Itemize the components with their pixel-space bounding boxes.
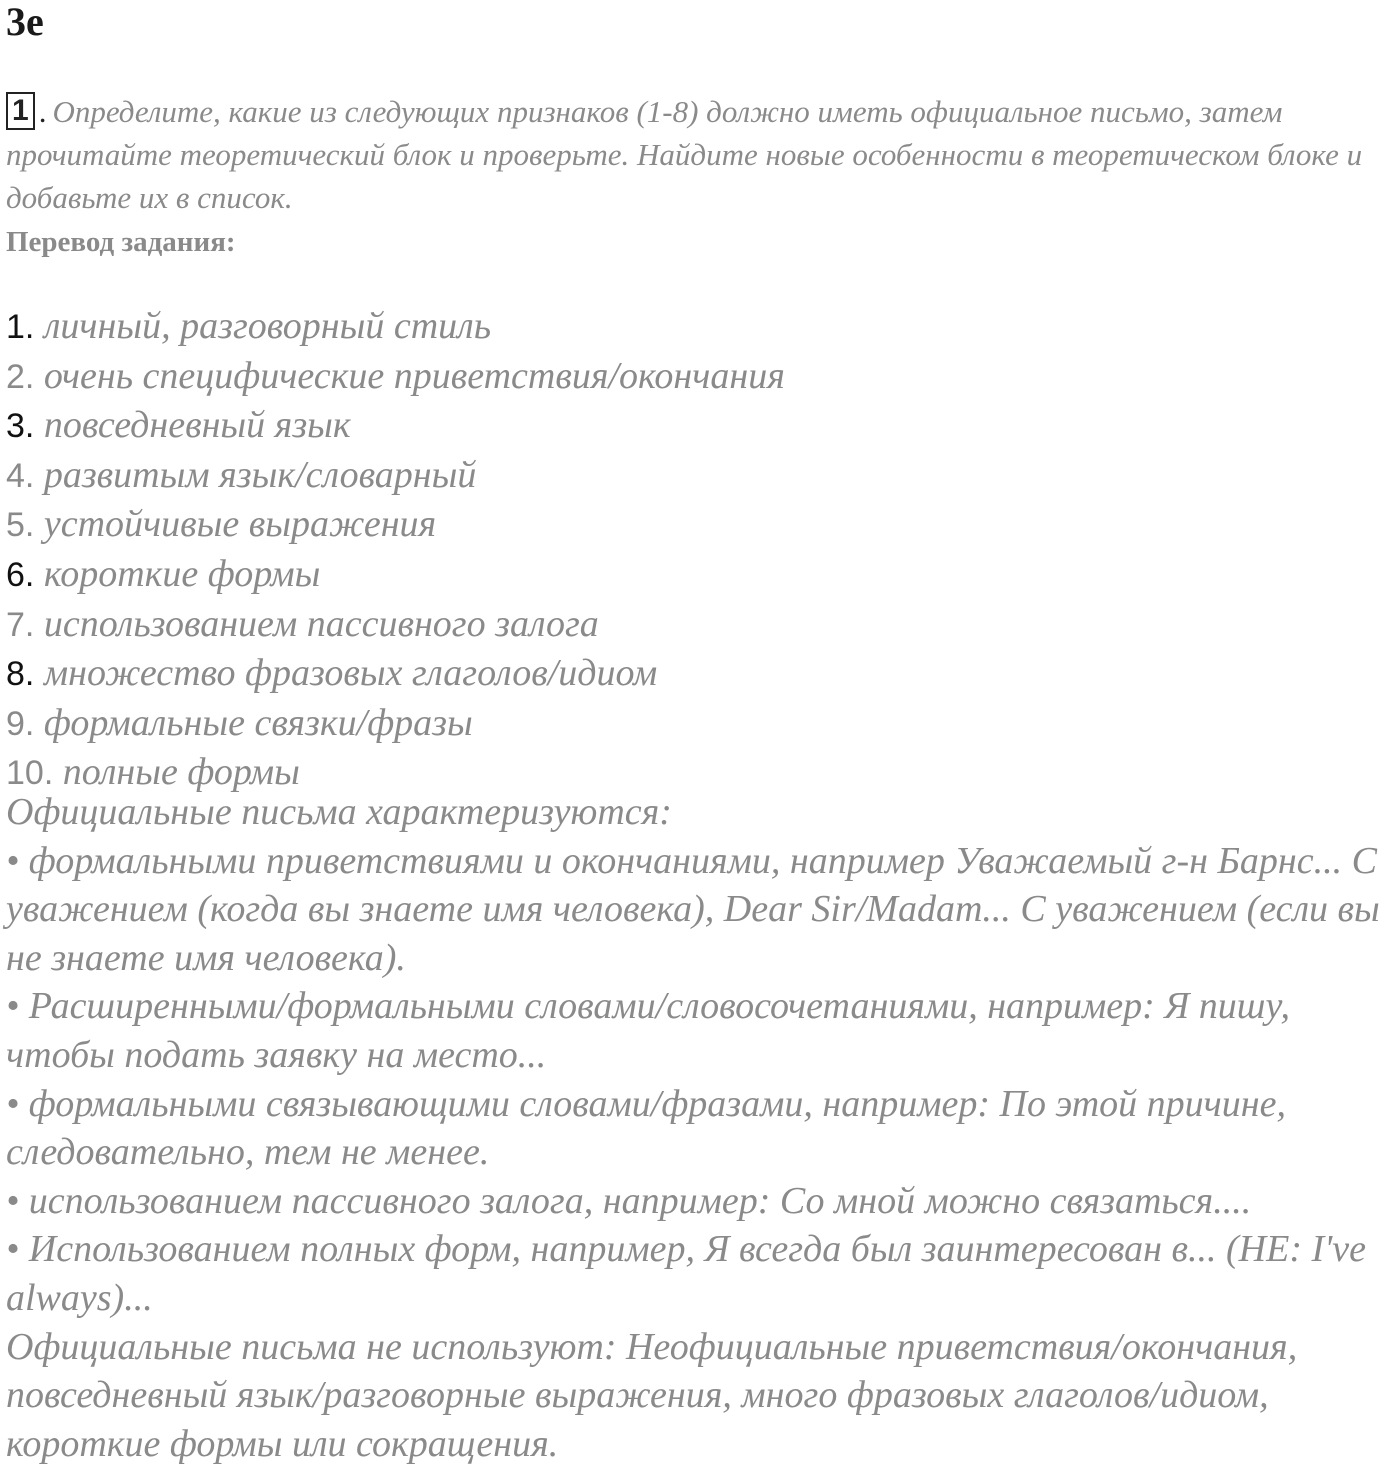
bullet-item: • формальными приветствиями и окончаниями, например Уважаемый г-н Барнс... С уважением (когда вы знаете имя человека), Dear Sir/Madam... С уважением (если вы не знаете имя человека). <box>6 839 1380 979</box>
task-number-box: 1 <box>6 92 35 130</box>
features-list <box>6 302 1398 798</box>
list-item-text: формальные связки/фразы <box>43 701 473 744</box>
list-item-text: полные формы <box>62 751 300 794</box>
list-item <box>6 401 1398 451</box>
bullet-item: • Расширенными/формальными словами/словосочетаниями, например: Я пишу, чтобы подать заявку на место... <box>6 985 1290 1076</box>
translation-subheading: Перевод задания: <box>6 226 236 258</box>
list-item-number: 2. <box>6 357 35 396</box>
list-item-number: 3. <box>6 407 35 446</box>
list-item <box>6 352 1398 402</box>
explanation-block <box>6 788 1400 1468</box>
list-item-number: 7. <box>6 605 35 644</box>
list-item-text: множество фразовых глаголов/идиом <box>43 652 658 695</box>
list-item <box>6 302 1398 352</box>
task-number-dot: . <box>38 94 47 129</box>
bullet-item: • использованием пассивного залога, например: Со мной можно связаться.... <box>6 1179 1252 1222</box>
list-item <box>6 550 1398 600</box>
bullet-item: • формальными связывающими словами/фразами, например: По этой причине, следовательно, тем не менее. <box>6 1082 1286 1174</box>
list-item <box>6 600 1398 650</box>
list-item-text: развитым язык/словарный <box>43 453 477 496</box>
list-item-text: личный, разговорный стиль <box>43 305 492 347</box>
list-item-text: повседневный язык <box>43 404 351 447</box>
list-item-number: 6. <box>6 555 35 594</box>
explanation-intro: Официальные письма характеризуются: <box>6 791 672 833</box>
list-item-number: 1. <box>6 308 35 346</box>
section-heading: 3e <box>6 0 44 44</box>
list-item-number: 8. <box>6 655 35 694</box>
list-item-number: 10. <box>6 754 54 793</box>
list-item-number: 5. <box>6 506 35 545</box>
explanation-closing: Официальные письма не используют: Неофициальные приветствия/окончания, повседневный язык/разговорные выражения, много фразовых глаголов/идиом, короткие формы или сокращения. <box>6 1325 1298 1465</box>
list-item <box>6 500 1398 550</box>
list-item-text: очень специфические приветствия/окончания <box>43 354 785 397</box>
list-item-text: короткие формы <box>43 552 321 595</box>
list-item-text: устойчивые выражения <box>43 503 437 546</box>
list-item-number: 9. <box>6 704 35 743</box>
task-instruction <box>6 90 1398 219</box>
list-item <box>6 451 1398 501</box>
bullet-item: • Использованием полных форм, например, Я всегда был заинтересован в... (НЕ: I've always)... <box>6 1228 1366 1319</box>
list-item <box>6 649 1398 699</box>
list-item <box>6 699 1398 749</box>
list-item-number: 4. <box>6 456 35 495</box>
task-text: Определите, какие из следующих признаков (1-8) должно иметь официальное письмо, затем прочитайте теоретический блок и проверьте. Найдите новые особенности в теоретическом блоке и добавьте их в список. <box>6 94 1363 215</box>
list-item-text: использованием пассивного залога <box>43 602 599 645</box>
